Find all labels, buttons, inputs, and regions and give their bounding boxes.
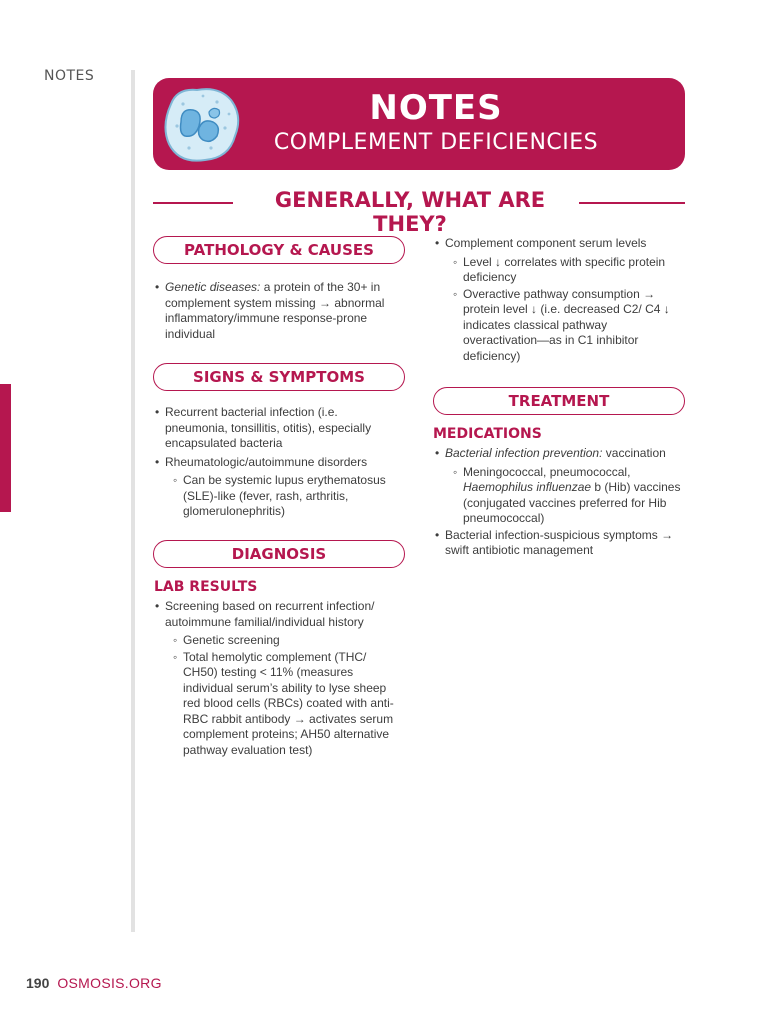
section-title-row xyxy=(153,186,685,236)
margin-notes-label: NOTES xyxy=(44,68,95,84)
lab-results-heading: LAB RESULTS xyxy=(154,579,258,595)
item-text: vaccination xyxy=(602,446,666,460)
item-label: Genetic diseases: xyxy=(165,280,261,294)
item-label: Bacterial infection prevention: xyxy=(445,446,603,460)
page-title: NOTES xyxy=(369,88,503,128)
list-item xyxy=(155,280,403,342)
signs-block xyxy=(155,405,403,521)
pathology-heading: PATHOLOGY & CAUSES xyxy=(153,236,405,264)
sub-list-item: ◦ Genetic screening xyxy=(155,633,403,649)
side-tab-marker xyxy=(0,384,11,512)
page-subtitle: COMPLEMENT DEFICIENCIES xyxy=(273,130,599,155)
list-item: • Complement component serum levels xyxy=(435,236,683,252)
list-item: • Rheumatologic/autoimmune disorders xyxy=(155,455,403,471)
pathology-block xyxy=(155,280,403,345)
footer xyxy=(26,975,162,991)
list-item xyxy=(435,446,685,462)
list-item: • Bacterial infection-suspicious symptoms → swift antibiotic management xyxy=(435,528,685,559)
sub-list-item: ◦ Level ↓ correlates with specific protein deficiency xyxy=(435,255,683,286)
margin-divider xyxy=(131,70,135,932)
treatment-block xyxy=(435,446,685,562)
signs-heading: SIGNS & SYMPTOMS xyxy=(153,363,405,391)
list-item: • Recurrent bacterial infection (i.e. pneumonia, tonsillitis, otitis), especially encapsulated bacteria xyxy=(155,405,403,452)
header-banner xyxy=(153,78,685,170)
diagnosis-block xyxy=(155,599,403,759)
sub-list-item: ◦ Can be systemic lupus erythematosus (SLE)-like (fever, rash, arthritis, glomerulonephritis) xyxy=(155,473,403,520)
item-text-italic: Haemophilus influenzae xyxy=(463,480,592,494)
page-number: 190 xyxy=(26,975,50,991)
diagnosis-heading: DIAGNOSIS xyxy=(153,540,405,568)
section-rule-right xyxy=(579,202,685,204)
medications-heading: MEDICATIONS xyxy=(433,426,542,442)
treatment-heading: TREATMENT xyxy=(433,387,685,415)
item-text: b (Hib) vaccines (conjugated vaccines preferred for Hib pneumococcal) xyxy=(463,480,681,525)
item-text: Meningococcal, pneumococcal, xyxy=(463,464,631,479)
sub-list-item: ◦ Overactive pathway consumption → protein level ↓ (i.e. decreased C2/ C4 ↓ indicates classical pathway overactivation—as in C1 inhibitor deficiency) xyxy=(435,287,683,365)
sub-list-item: ◦ Total hemolytic complement (THC/ CH50) testing < 11% (measures individual serum’s ability to lyse sheep red blood cells (RBCs) coated with anti-RBC rabbit antibody → activates serum complement proteins; AH50 alternative pathway evaluation test) xyxy=(155,650,403,759)
serum-block xyxy=(435,236,683,365)
site-link[interactable]: OSMOSIS.ORG xyxy=(57,975,162,991)
section-title: GENERALLY, WHAT ARE THEY? xyxy=(274,188,546,236)
section-rule-left xyxy=(153,202,233,204)
item-text: a protein of the 30+ in complement system missing → abnormal inflammatory/immune response-prone individual xyxy=(165,280,385,341)
list-item: • Screening based on recurrent infection/ autoimmune familial/individual history xyxy=(155,599,403,630)
sub-list-item xyxy=(435,465,685,527)
